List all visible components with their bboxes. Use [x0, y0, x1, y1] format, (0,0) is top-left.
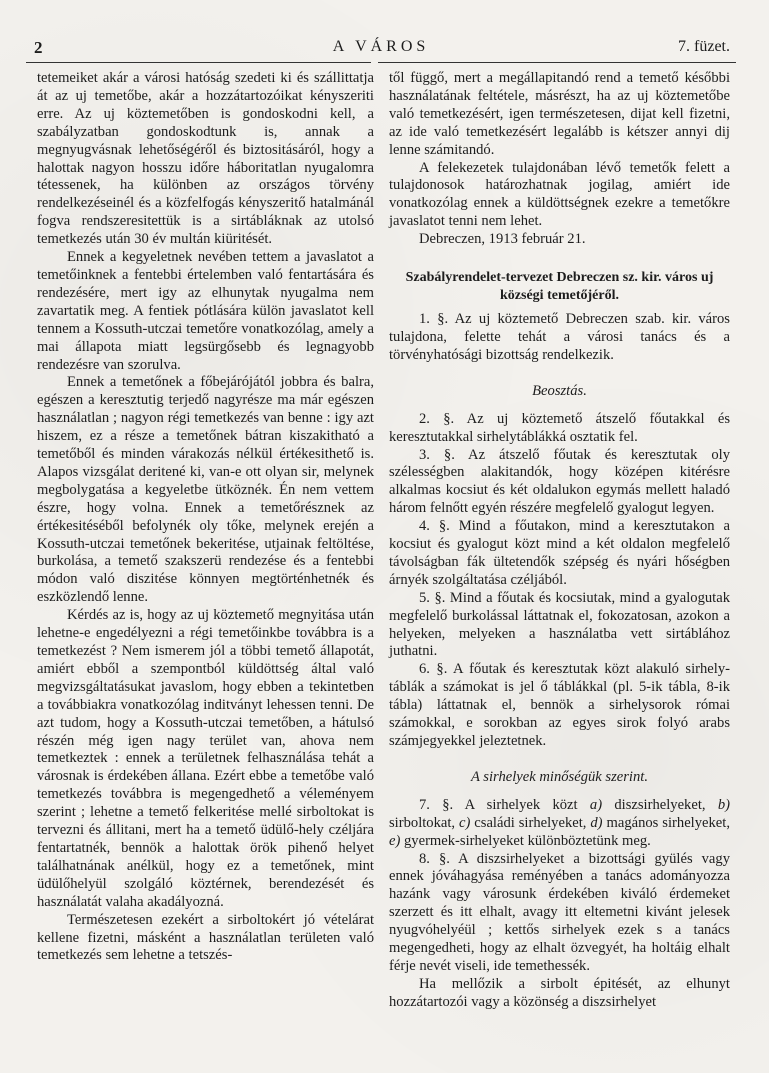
paragraph: A felekezetek tulajdonában lévő temetők felett a tulajdonosok határozhatnak jogilag, amiért ide vonatkozólag ennek a küldöttségnek ezekre a temetőkre javaslatot tenni nem lehet.: [389, 159, 730, 230]
paragraph: től függő, mert a megállapitandó rend a temető későbbi használatának feltétele, másrészt, ha az uj köztemetőbe való temetkezésért, igen természetesen, dijat kell fizetni, az ide való temetkezésért legalább is kétszer annyi dij lenne számitandó.: [389, 70, 730, 158]
section-paragraph: 1. §. Az uj köztemető Debreczen szab. kir. város tulajdona, felette tehát a városi tanács és a törvényhatósági bizottság rendelkezik.: [389, 311, 730, 363]
paragraph-lead: 7. §. A sirhelyek közt: [419, 796, 590, 813]
list-marker: e): [389, 832, 401, 849]
subheading: Beosztás.: [532, 382, 587, 399]
list-text: családi sirhelyeket,: [470, 814, 591, 831]
section-paragraph: [389, 797, 730, 851]
list-marker: d): [590, 814, 603, 831]
issue-number: 7. füzet.: [678, 38, 730, 55]
section-paragraph: 5. §. Mind a főutak és kocsiutak, mind a gyalogutak megfelelő burkolással láttatnak el, fokozatosan, azokon a helyeken, melyeken a használatba vett sirtáblához juthatni.: [389, 589, 730, 660]
list-marker: c): [459, 814, 471, 831]
list-marker: b): [717, 796, 730, 813]
paragraph: Kérdés az is, hogy az uj köztemető megnyitása után lehetne-e engedélyezni a régi temetőinkbe továbbra is a temetkezést ? Nem ismerem jól a többi temető állapotát, amiért ebből a szempontból küldöttség által való megvizsgáltatásukat javaslom, hogy ebben a tekintetben a továbbiakra vonatkozólag inditványt lehessen tenni. De azt tudom, hogy a Kossuth-utczai temetőben, a hátulsó részén még igen nagy terület van, ahova nem temetkeztek : ennek a területnek felhasználása tehát a városnak is érdekében állana. Ezért ebbe a temetőbe való temetkezés továbbra is megengedhető a véleményem szerint ; lehetne a temető felkeritése mellé sirboltokat is tervezni és állitani, mert ha a temető üdülő-hely czéljára fentartatnék, bennök a halottak örök pihenő helyet találhatnának anélkül, hogy ez a temetőnek, mint üdülőhelyül szolgáló köztérnek, berendezését és használatát valaha akadályozná.: [37, 607, 374, 910]
list-marker: a): [589, 796, 603, 813]
list-text: diszsirhelyeket,: [602, 796, 718, 813]
section-paragraph: Ha mellőzik a sirbolt épitését, az elhunyt hozzátartozói vagy a közönség a diszsirhelyet: [389, 975, 730, 1010]
section-title: Szabályrendelet-tervezet Debreczen sz. kir. város uj községi temetőjéről.: [405, 270, 714, 304]
paragraph: Ennek a temetőnek a főbejárójától jobbra és balra, egészen a keresztutig terjedő nagyrésze ma már egészen használatlan ; nagyon régi temetkezés van benne : igy azt hiszem, ez a része a temetőnek bátran kiszakitható a temetőből és minden várakozás nélkül értékesithető is. Alapos vizsgálat deritené ki, van-e ott olyan sir, melynek megbolygatása a kegyeletbe ütköznék. Én nem vettem észre, hogy volna. Ennek a temetőrésznek az értékesitéséből befolynék oly tőke, melynek erején a Kossuth-utczai temetőnek bekeritése, utjainak feltöltése, burkolása, a temető szakszerü rendezése és a fentebbi módon való diszitése könnyen megtörténhetnék és eszközlendő lenne.: [37, 374, 374, 606]
left-column: [37, 70, 374, 965]
right-column: [389, 70, 730, 1012]
paragraph: tetemeiket akár a városi hatóság szedeti ki és szállittatja át az uj temetőbe, akár a hozzátartozóikat kényszeriti erre. Az uj köztemetőben is gondoskodni kell, a szabályzatban gondoskodtunk is, annak a megnyugvásnak lehetőségéről és biztositásáról, hogy a halottak nagyon hosszu időre háboritatlan nyugalomra tétessenek, ha különben az országos törvény rendelkezéseinél és a közfelfogás kényszeritő hatalmánál fogva rendszeresitettük is a sirtábláknak az utolsó temetkezés után 30 év multán kiüritését.: [37, 70, 374, 248]
paragraph: Ennek a kegyeletnek nevében tettem a javaslatot a temetőinknek a fentebbi értelemben való fentartására és rendezésére, mert igy az elhunytak nyugalma nem zavartatik meg. A fentiek pótlására külön javaslatot kell tennem a Kossuth-utczai temetőre vonatkozólag, amely a mai állapota miatt legsürgősebb és legnagyobb rendezésre van szorulva.: [37, 249, 374, 373]
list-text: sirboltokat,: [389, 814, 460, 831]
page-number: 2: [34, 38, 43, 57]
section-paragraph: 8. §. A diszsirhelyeket a bizottsági gyülés vagy ennek jóváhagyása reményében a tanács adományozza hazánk vagy városunk érdekében kiváló érdemeket szerzett és itt elhalt, avagy itt eltemetni kivánt jelesek nyugvóhelyéül ; kettős sirhelyek ezek s a tanács megengedheti, hogy az elhalt özvegyét, ha holtáig elhalt férje nevét viseli, ide temethessék.: [389, 850, 730, 974]
section-paragraph: 3. §. Az átszelő főutak és keresztutak oly szélességben alakitandók, hogy középen kitérésre alkalmas kocsiut és két oldalukon egymás mellett haladó három felnőtt egyén részére megfelelő gyalogut legyen.: [389, 446, 730, 517]
running-header: [26, 36, 736, 66]
header-rule-left: [26, 62, 371, 63]
list-text: gyermek-sirhelyeket különböztetünk meg.: [400, 832, 651, 849]
publication-title: A VÁROS: [332, 38, 430, 55]
section-paragraph: 6. §. A főutak és keresztutak közt alakuló sirhely-táblák a számokat is jel ő táblákkal (pl. 5-ik tábla, 8-ik tábla) láttatnak el, bennök a sirhelysorok római számokkal, e sorokban az egyes sirok folyó arabs számjegyekkel jeleztetnek.: [389, 661, 730, 749]
list-text: magános sirhelyeket,: [602, 814, 730, 831]
date-line: Debreczen, 1913 február 21.: [419, 231, 586, 248]
section-paragraph: 2. §. Az uj köztemető átszelő főutakkal és keresztutakkal sirhelytáblákká osztatik fel.: [389, 410, 730, 445]
section-paragraph: 4. §. Mind a főutakon, mind a keresztutakon a kocsiut és gyalogut közt mind a két oldalon megfelelő távolságban fák ültetendők szépség és nyári hőségben árnyék szolgáltatása czéljából.: [389, 518, 730, 588]
header-rule-right: [378, 62, 736, 63]
paragraph: Természetesen ezekért a sirboltokért jó vételárat kellene fizetni, másként a használatlan területen való temetkezés sem lehetne a tetszés-: [37, 911, 374, 964]
subheading: A sirhelyek minőségük szerint.: [471, 768, 648, 785]
